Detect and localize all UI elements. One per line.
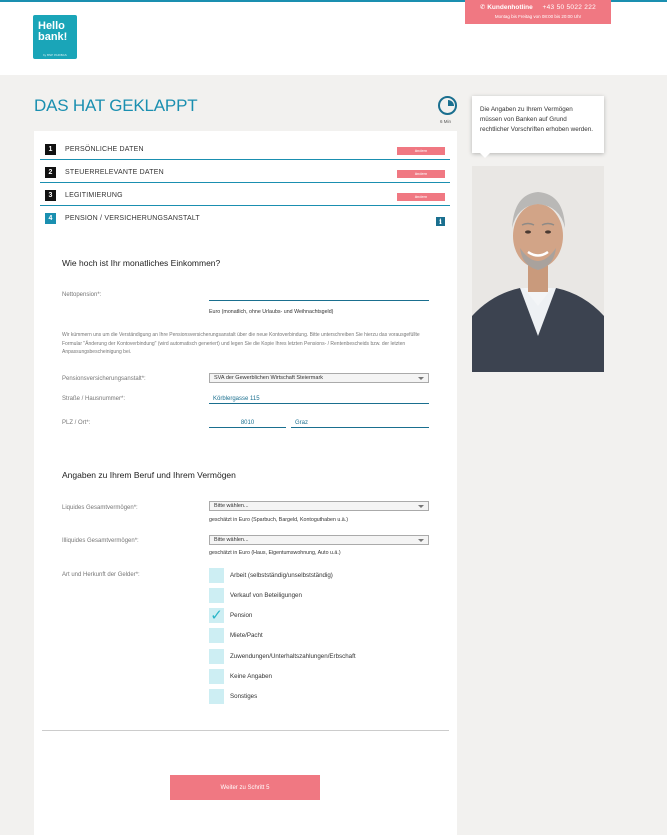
- timer-label: 6 Min: [440, 119, 452, 124]
- zip-input[interactable]: 8010: [209, 419, 286, 428]
- liquid-assets-select[interactable]: [209, 501, 429, 511]
- illiquid-assets-label: Illiquides Gesamtvermögen*:: [62, 538, 139, 544]
- next-step-button[interactable]: Weiter zu Schritt 5: [170, 775, 320, 800]
- checkbox-label: Keine Angaben: [230, 673, 272, 680]
- net-pension-input[interactable]: [209, 292, 429, 301]
- step-pension: [40, 207, 450, 229]
- hello-bank-logo[interactable]: [33, 15, 77, 59]
- hotline-label: Kundenhotline: [487, 4, 533, 11]
- illiquid-assets-select[interactable]: [209, 535, 429, 545]
- city-input[interactable]: Graz: [291, 419, 429, 428]
- chevron-down-icon: [418, 539, 424, 542]
- step-personal-data: [40, 138, 450, 160]
- step-tax-data: [40, 161, 450, 183]
- zip-city-label: PLZ / Ort*:: [62, 420, 91, 426]
- checkbox-no-information[interactable]: [209, 669, 224, 684]
- net-pension-hint: Euro (monatlich, ohne Urlaubs- und Weihnachtsgeld): [209, 309, 334, 315]
- step-number: 4: [45, 213, 56, 224]
- illiquid-assets-value: Bitte wählen...: [214, 537, 249, 543]
- chevron-down-icon: [418, 505, 424, 508]
- checkbox-pension[interactable]: [209, 608, 224, 623]
- step-label: LEGITIMIERUNG: [65, 192, 123, 199]
- checkbox-label: Miete/Pacht: [230, 632, 263, 639]
- step-label: PENSION / VERSICHERUNGSANSTALT: [65, 215, 200, 222]
- step-number: 2: [45, 167, 56, 178]
- step-label: STEUERRELEVANTE DATEN: [65, 169, 164, 176]
- street-input[interactable]: Körblergasse 115: [209, 395, 429, 404]
- step-label: PERSÖNLICHE DATEN: [65, 146, 144, 153]
- advisor-portrait-icon: [472, 166, 604, 372]
- checkbox-label: Pension: [230, 612, 253, 619]
- liquid-assets-hint: geschätzt in Euro (Sparbuch, Bargeld, Kontoguthaben u.ä.): [209, 517, 348, 523]
- income-heading: Wie hoch ist Ihr monatliches Einkommen?: [62, 258, 221, 268]
- page-title: DAS HAT GEKLAPPT: [34, 96, 198, 115]
- liquid-assets-label: Liquides Gesamtvermögen*:: [62, 505, 138, 511]
- illiquid-assets-hint: geschätzt in Euro (Haus, Eigentumswohnung, Auto u.ä.): [209, 550, 341, 556]
- net-pension-label: Nettopension*:: [62, 292, 102, 298]
- step-number: 1: [45, 144, 56, 155]
- step-number: 3: [45, 190, 56, 201]
- insurer-label: Pensionsversicherungsanstalt*:: [62, 376, 146, 382]
- timer-icon: [438, 96, 457, 115]
- hotline-number: +43 50 5022 222: [542, 4, 597, 11]
- info-paragraph: Wir kümmern uns um die Verständigung an Ihre Pensionsversicherungsanstalt über die neue Kontoverbindung. Bitte unterschreiben Sie hierzu das vorausgefüllte Formular "Änderung der Kontoverbindung" (wird automatisch generiert) und legen Sie die Kopie Ihres letzten Pensions- / Rentenbescheids bzw. der letzten Anpassungsbescheinigung bei.: [62, 332, 420, 355]
- insurer-select-value: SVA der Gewerblichen Wirtschaft Steiermark: [214, 375, 324, 381]
- checkbox-rent-lease[interactable]: [209, 628, 224, 643]
- checkbox-label: Sonstiges: [230, 693, 258, 700]
- hotline-hours: Montag bis Freitag von 08:00 bis 20:00 Uhr: [494, 14, 582, 19]
- checkbox-label: Zuwendungen/Unterhaltszahlungen/Erbschaft: [230, 653, 356, 660]
- checkbox-other[interactable]: [209, 689, 224, 704]
- funds-origin-label: Art und Herkunft der Gelder*:: [62, 572, 140, 578]
- checkbox-grants-inheritance[interactable]: [209, 649, 224, 664]
- step-legitimation: [40, 184, 450, 206]
- checkmark-icon: ✓: [210, 607, 223, 624]
- chevron-down-icon: [418, 377, 424, 380]
- checkbox-sale-of-holdings[interactable]: [209, 588, 224, 603]
- street-label: Straße / Hausnummer*:: [62, 396, 126, 402]
- tooltip-box: Die Angaben zu Ihrem Vermögen müssen von Banken auf Grund rechtlicher Vorschriften erhoben werden.: [472, 96, 604, 153]
- liquid-assets-value: Bitte wählen...: [214, 503, 249, 509]
- advisor-photo: [472, 166, 604, 372]
- logo-line2: bank!: [38, 31, 68, 43]
- edit-legitimation-button[interactable]: ändern: [397, 193, 445, 201]
- insurer-select[interactable]: [209, 373, 429, 383]
- hotline-box[interactable]: [465, 0, 611, 24]
- edit-personal-data-button[interactable]: ändern: [397, 147, 445, 155]
- profession-heading: Angaben zu Ihrem Beruf und Ihrem Vermögen: [62, 470, 236, 480]
- edit-tax-data-button[interactable]: ändern: [397, 170, 445, 178]
- phone-icon: ✆: [479, 4, 486, 11]
- checkbox-label: Verkauf von Beteiligungen: [230, 592, 302, 599]
- divider: [42, 730, 449, 731]
- checkbox-work[interactable]: [209, 568, 224, 583]
- logo-sub: by BNP PARIBAS: [43, 53, 67, 57]
- info-icon[interactable]: i: [436, 217, 445, 226]
- checkbox-label: Arbeit (selbstständig/unselbstständig): [230, 572, 333, 579]
- logo-line1: Hello: [38, 20, 65, 32]
